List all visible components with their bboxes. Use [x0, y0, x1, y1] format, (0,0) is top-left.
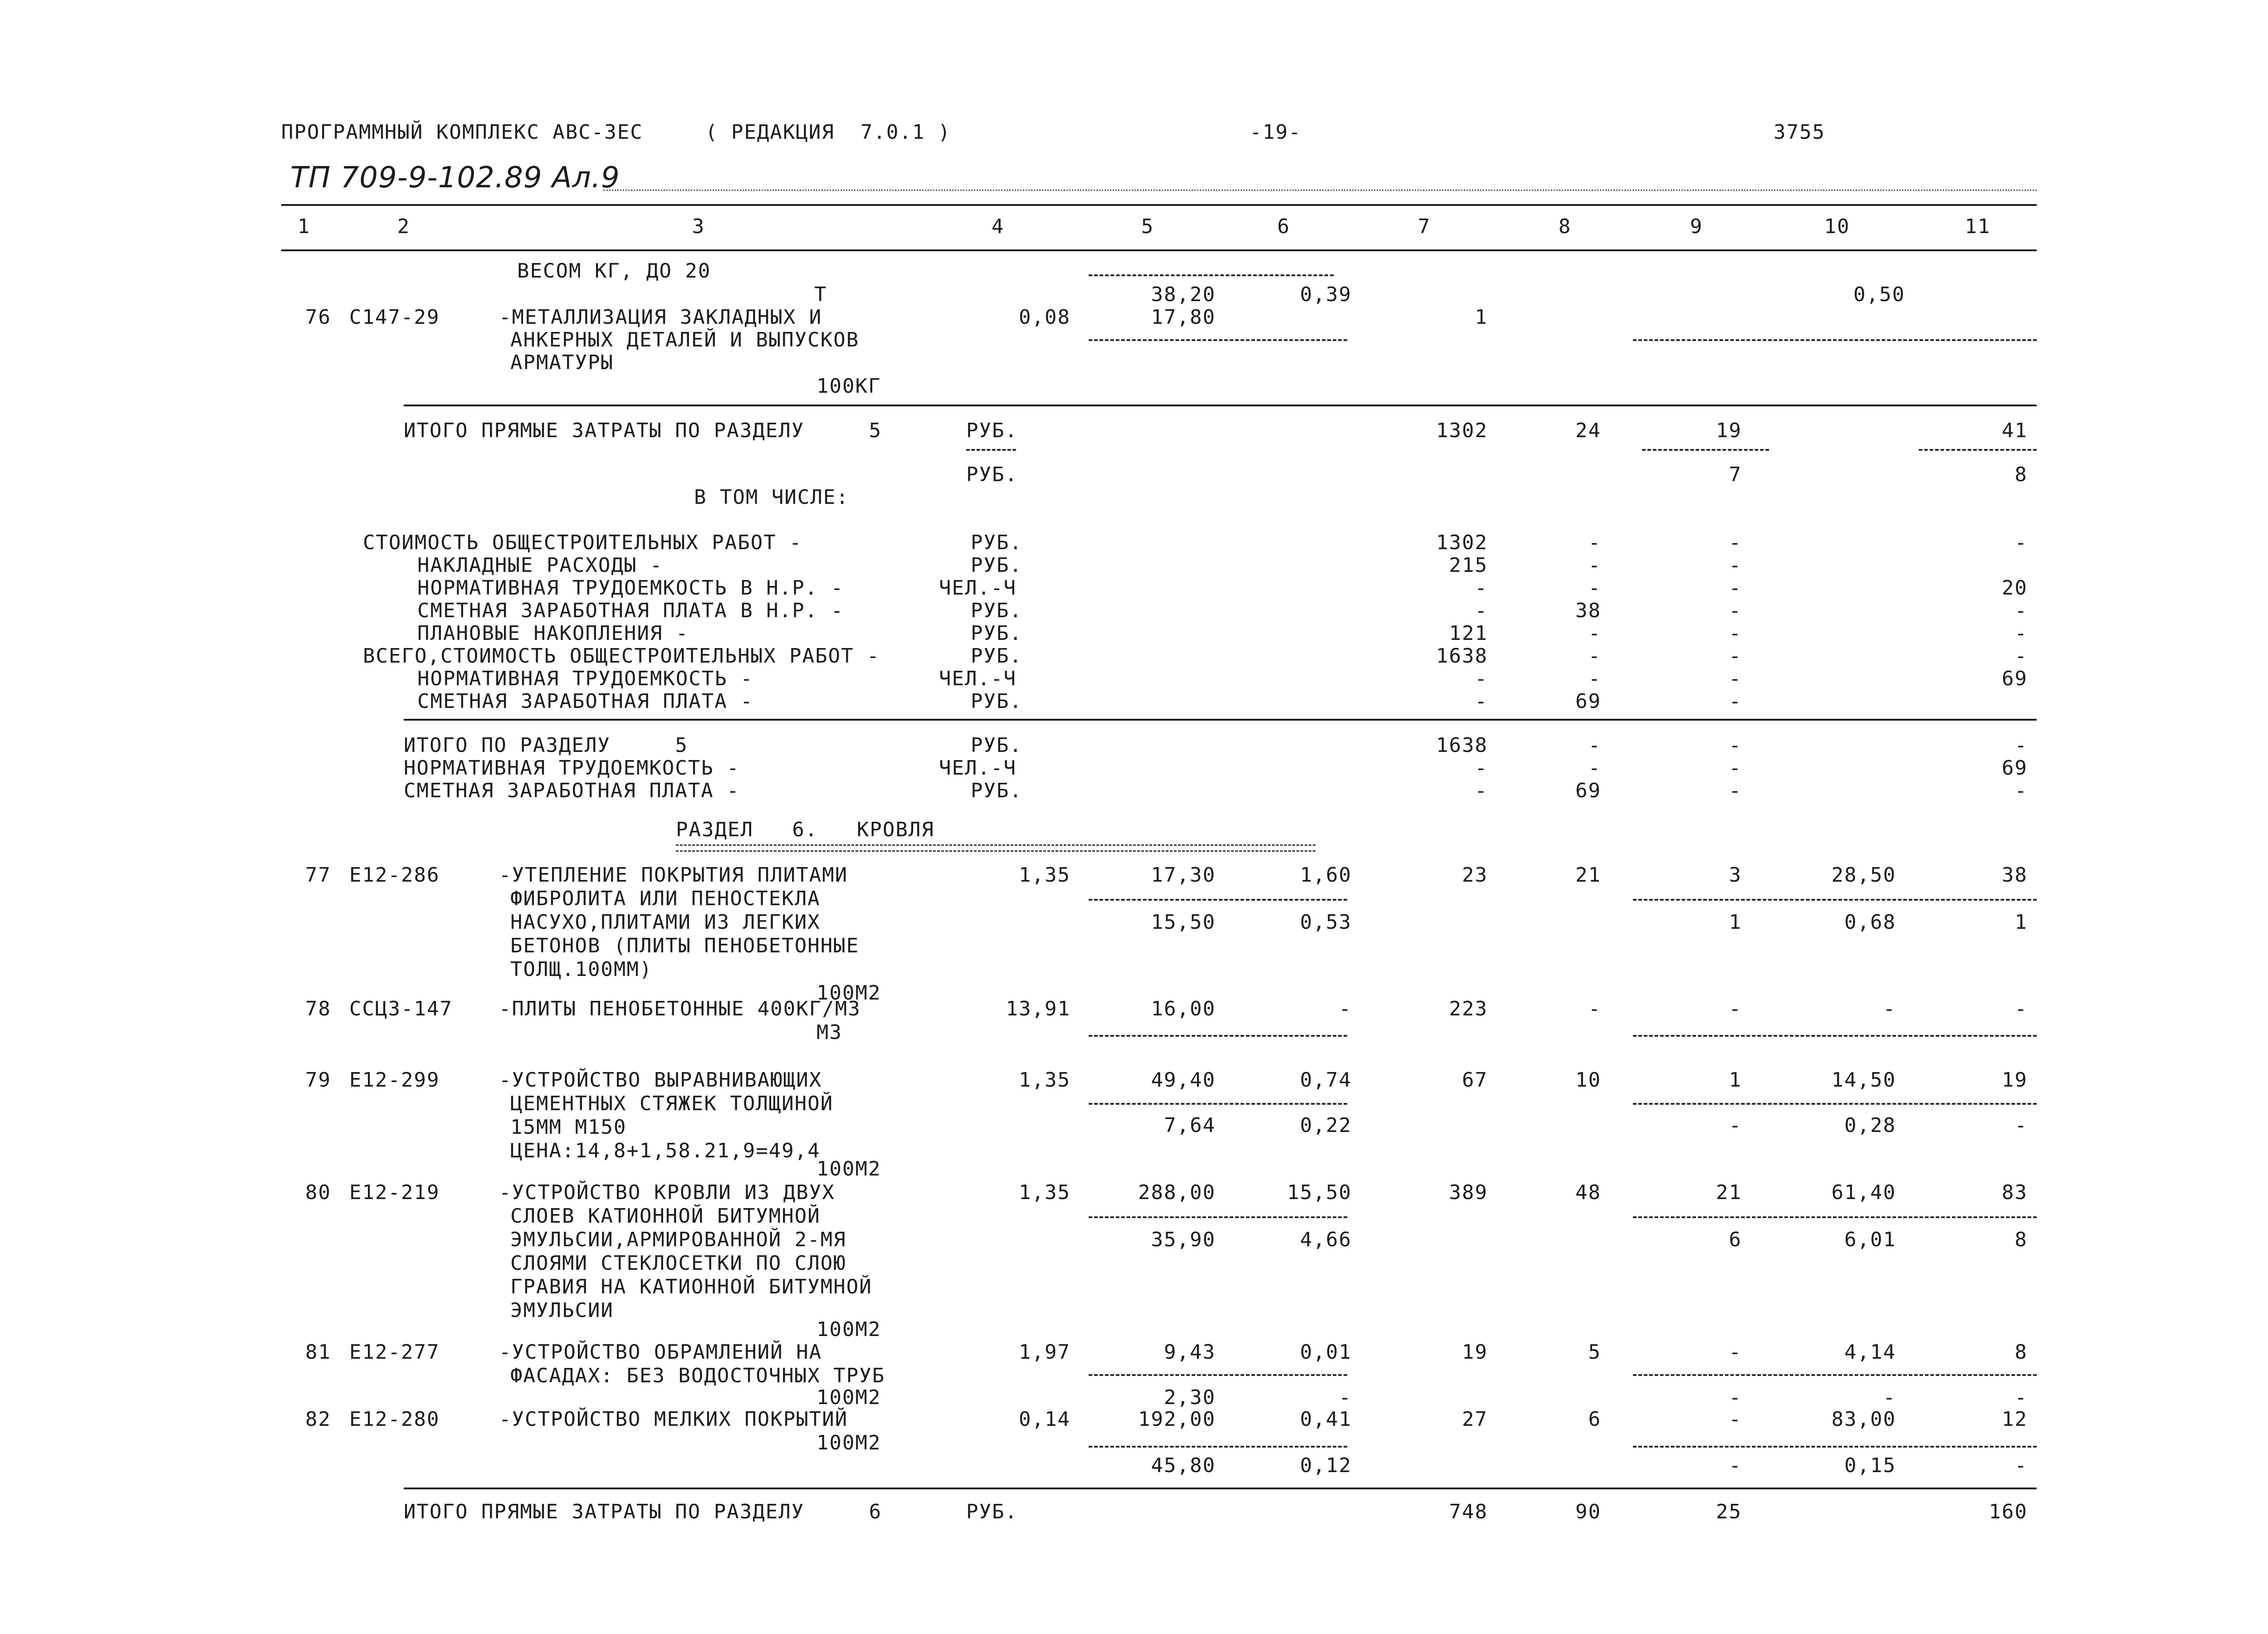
- r82-c5a: 192,00: [1138, 1408, 1216, 1431]
- section-total-c7: 1638: [1436, 734, 1488, 757]
- summary-c8: -: [1588, 554, 1601, 577]
- header-top-rule: [281, 204, 2037, 206]
- col-header-1: 1: [297, 215, 311, 238]
- summary-unit: РУБ.: [971, 599, 1022, 622]
- r81-c10a: 4,14: [1844, 1341, 1896, 1364]
- r77-c7: 23: [1462, 863, 1488, 887]
- r81-desc-1: -УСТРОЙСТВО ОБРАМЛЕНИЙ НА: [499, 1341, 822, 1364]
- r79-desc-3: 15ММ М150: [510, 1116, 627, 1139]
- summary-c7: 121: [1449, 622, 1488, 645]
- cell-rule: [1633, 1216, 2037, 1218]
- r82-desc: -УСТРОЙСТВО МЕЛКИХ ПОКРЫТИЙ: [499, 1408, 848, 1431]
- summary-c9: -: [1729, 576, 1742, 600]
- r79-c6a: 0,74: [1300, 1068, 1352, 1092]
- summary-c8: 38: [1575, 599, 1601, 622]
- section6-total-rule: [404, 1488, 2037, 1489]
- summary-c7: 1638: [1436, 644, 1488, 668]
- r82-c5b: 45,80: [1151, 1454, 1216, 1477]
- cell-rule: [966, 449, 1016, 451]
- r76-desc-3: АРМАТУРЫ: [510, 351, 614, 374]
- r78-desc: -ПЛИТЫ ПЕНОБЕТОННЫЕ 400КГ/М3: [499, 997, 861, 1020]
- r75-c10: 0,50: [1853, 283, 1905, 306]
- summary-c7: -: [1475, 576, 1488, 600]
- cell-rule: [1089, 1035, 1347, 1037]
- r80-unit: 100М2: [816, 1318, 881, 1341]
- section-total-c7: -: [1475, 756, 1488, 780]
- total5-label: ИТОГО ПРЯМЫЕ ЗАТРАТЫ ПО РАЗДЕЛУ 5: [404, 419, 882, 442]
- section-6-underline: [676, 844, 1315, 852]
- total5-unit: РУБ.: [966, 419, 1018, 442]
- r77-num: 77: [305, 863, 331, 887]
- r80-desc-1: -УСТРОЙСТВО КРОВЛИ ИЗ ДВУХ: [499, 1181, 835, 1204]
- r80-qty: 1,35: [1019, 1181, 1070, 1204]
- r78-unit: М3: [816, 1021, 842, 1044]
- r80-c10b: 6,01: [1844, 1228, 1896, 1251]
- r80-c6a: 15,50: [1287, 1181, 1352, 1204]
- summary-c8: -: [1588, 667, 1601, 690]
- r80-desc-3: ЭМУЛЬСИИ,АРМИРОВАННОЙ 2-МЯ: [510, 1228, 846, 1251]
- cell-rule: [1089, 1446, 1347, 1448]
- cell-rule: [1089, 274, 1334, 276]
- r78-num: 78: [305, 997, 331, 1020]
- cell-rule: [1089, 1103, 1347, 1105]
- r77-c6b: 0,53: [1300, 911, 1352, 934]
- r81-c9b: -: [1729, 1386, 1742, 1409]
- r81-desc-2: ФАСАДАХ: БЕЗ ВОДОСТОЧНЫХ ТРУБ: [510, 1364, 885, 1387]
- program-title: ПРОГРАММНЫЙ КОМПЛЕКС АВС-3ЕС: [281, 121, 643, 144]
- col-header-11: 11: [1965, 215, 1991, 238]
- r77-code: Е12-286: [349, 863, 440, 887]
- section-total-c8: -: [1588, 734, 1601, 757]
- r81-c5b: 2,30: [1164, 1386, 1216, 1409]
- header-dotted-rule: [603, 190, 2037, 191]
- section-total-c9: -: [1729, 779, 1742, 802]
- summary-c7: -: [1475, 690, 1488, 713]
- including-label: В ТОМ ЧИСЛЕ:: [694, 486, 849, 509]
- total5-c11: 41: [2002, 419, 2028, 442]
- r78-c7: 223: [1449, 997, 1488, 1020]
- total6-c11: 160: [1989, 1500, 2028, 1523]
- r79-c7: 67: [1462, 1068, 1488, 1092]
- r81-qty: 1,97: [1019, 1341, 1070, 1364]
- r79-c8: 10: [1575, 1068, 1601, 1092]
- total6-c9: 25: [1716, 1500, 1742, 1523]
- summary-unit: РУБ.: [971, 554, 1022, 577]
- r82-c7: 27: [1462, 1408, 1488, 1431]
- total6-label: ИТОГО ПРЯМЫЕ ЗАТРАТЫ ПО РАЗДЕЛУ 6: [404, 1500, 882, 1523]
- total5-c9b: 7: [1729, 463, 1742, 486]
- r75-c6: 0,39: [1300, 283, 1352, 306]
- r77-desc-5: ТОЛЩ.100ММ): [510, 958, 653, 981]
- total5-c9: 19: [1716, 419, 1742, 442]
- r77-c10a: 28,50: [1831, 863, 1896, 887]
- col-header-9: 9: [1690, 215, 1703, 238]
- summary-label: НАКЛАДНЫЕ РАСХОДЫ -: [417, 554, 663, 577]
- summary-c9: -: [1729, 554, 1742, 577]
- r75-desc: ВЕСОМ КГ, ДО 20: [517, 259, 711, 283]
- col-header-10: 10: [1824, 215, 1850, 238]
- summary-c7: -: [1475, 667, 1488, 690]
- r80-c5b: 35,90: [1151, 1228, 1216, 1251]
- r80-c9b: 6: [1729, 1228, 1742, 1251]
- r76-unit: 100КГ: [816, 375, 881, 398]
- r77-c9a: 3: [1729, 863, 1742, 887]
- r77-c5a: 17,30: [1151, 863, 1216, 887]
- r75-c5: 38,20: [1151, 283, 1216, 306]
- total5-c8: 24: [1575, 419, 1601, 442]
- summary-c9: -: [1729, 690, 1742, 713]
- summary-c7: 1302: [1436, 531, 1488, 554]
- r81-unit: 100М2: [816, 1386, 881, 1409]
- r81-c9a: -: [1729, 1341, 1742, 1364]
- section-total-label: ИТОГО ПО РАЗДЕЛУ 5: [404, 734, 688, 757]
- cell-rule: [1633, 339, 2037, 341]
- cell-rule: [1642, 449, 1769, 451]
- r82-qty: 0,14: [1019, 1408, 1070, 1431]
- header-bottom-rule: [281, 249, 2037, 251]
- r79-c10b: 0,28: [1844, 1114, 1896, 1137]
- summary-label: ПЛАНОВЫЕ НАКОПЛЕНИЯ -: [417, 622, 689, 645]
- cell-rule: [1919, 449, 2037, 451]
- r80-c11b: 8: [2014, 1228, 2028, 1251]
- page-number: -19-: [1250, 121, 1301, 144]
- handwritten-reference: ТП 709-9-102.89 Ал.9: [290, 161, 620, 195]
- section-total-unit: ЧЕЛ.-Ч: [939, 756, 1017, 780]
- r82-c9b: -: [1729, 1454, 1742, 1477]
- summary-c11: -: [2014, 531, 2028, 554]
- r79-c9a: 1: [1729, 1068, 1742, 1092]
- r75-unit: Т: [814, 283, 827, 306]
- summary-c11: -: [2014, 622, 2028, 645]
- r78-code: ССЦ3-147: [349, 997, 453, 1020]
- r82-unit: 100М2: [816, 1431, 881, 1454]
- summary-label: НОРМАТИВНАЯ ТРУДОЕМКОСТЬ В Н.Р. -: [417, 576, 844, 600]
- r82-c10a: 83,00: [1831, 1408, 1896, 1431]
- r82-c8: 6: [1588, 1408, 1601, 1431]
- summary-unit: РУБ.: [971, 622, 1022, 645]
- summary-c9: -: [1729, 644, 1742, 668]
- r77-unit: 100М2: [816, 981, 881, 1005]
- section-total-c8: -: [1588, 756, 1601, 780]
- r77-desc-4: БЕТОНОВ (ПЛИТЫ ПЕНОБЕТОННЫЕ: [510, 934, 860, 957]
- r78-c5a: 16,00: [1151, 997, 1216, 1020]
- summary-c9: -: [1729, 667, 1742, 690]
- r81-c11a: 8: [2014, 1341, 2028, 1364]
- r80-desc-4: СЛОЯМИ СТЕКЛОСЕТКИ ПО СЛОЮ: [510, 1252, 846, 1275]
- summary-c8: -: [1588, 644, 1601, 668]
- cell-rule: [1089, 899, 1347, 901]
- r79-desc-4: ЦЕНА:14,8+1,58.21,9=49,4: [510, 1139, 821, 1162]
- section-total-c9: -: [1729, 756, 1742, 780]
- section5-total-rule: [404, 405, 2037, 406]
- summary-c8: 69: [1575, 690, 1601, 713]
- r82-c6a: 0,41: [1300, 1408, 1352, 1431]
- section-total-label: НОРМАТИВНАЯ ТРУДОЕМКОСТЬ -: [404, 756, 740, 780]
- r79-desc-2: ЦЕМЕНТНЫХ СТЯЖЕК ТОЛЩИНОЙ: [510, 1092, 834, 1115]
- r79-c6b: 0,22: [1300, 1114, 1352, 1137]
- summary-unit: РУБ.: [971, 644, 1022, 668]
- section5-summary-rule: [404, 719, 2037, 721]
- summary-unit: ЧЕЛ.-Ч: [939, 576, 1017, 600]
- summary-c7: 215: [1449, 554, 1488, 577]
- r78-c11a: -: [2014, 997, 2028, 1020]
- summary-label: СМЕТНАЯ ЗАРАБОТНАЯ ПЛАТА -: [417, 690, 753, 713]
- summary-c8: -: [1588, 531, 1601, 554]
- summary-label: СТОИМОСТЬ ОБЩЕСТРОИТЕЛЬНЫХ РАБОТ -: [363, 531, 802, 554]
- r80-c9a: 21: [1716, 1181, 1742, 1204]
- document-code: 3755: [1774, 121, 1825, 144]
- r76-c5: 17,80: [1151, 306, 1216, 329]
- r79-desc-1: -УСТРОЙСТВО ВЫРАВНИВАЮЩИХ: [499, 1068, 822, 1092]
- r81-c10b: -: [1883, 1386, 1896, 1409]
- total5-c11b: 8: [2014, 463, 2028, 486]
- r82-num: 82: [305, 1408, 331, 1431]
- r77-c8: 21: [1575, 863, 1601, 887]
- r80-c11a: 83: [2002, 1181, 2028, 1204]
- col-header-7: 7: [1418, 215, 1431, 238]
- r80-c10a: 61,40: [1831, 1181, 1896, 1204]
- cell-rule: [1633, 899, 2037, 901]
- r77-c5b: 15,50: [1151, 911, 1216, 934]
- r82-c9a: -: [1729, 1408, 1742, 1431]
- r80-desc-2: СЛОЕВ КАТИОННОЙ БИТУМНОЙ: [510, 1205, 821, 1228]
- r76-desc-2: АНКЕРНЫХ ДЕТАЛЕЙ И ВЫПУСКОВ: [510, 328, 860, 351]
- r76-num: 76: [305, 306, 331, 329]
- section-total-c8: 69: [1575, 779, 1601, 802]
- summary-c11: -: [2014, 644, 2028, 668]
- r82-code: Е12-280: [349, 1408, 440, 1431]
- col-header-4: 4: [991, 215, 1005, 238]
- r79-code: Е12-299: [349, 1068, 440, 1092]
- r82-c10b: 0,15: [1844, 1454, 1896, 1477]
- r76-desc-1: -МЕТАЛЛИЗАЦИЯ ЗАКЛАДНЫХ И: [499, 306, 822, 329]
- r79-c10a: 14,50: [1831, 1068, 1896, 1092]
- r80-desc-5: ГРАВИЯ НА КАТИОННОЙ БИТУМНОЙ: [510, 1275, 872, 1298]
- r78-c9a: -: [1729, 997, 1742, 1020]
- cell-rule: [1633, 1103, 2037, 1105]
- cell-rule: [1089, 1216, 1347, 1218]
- col-header-6: 6: [1277, 215, 1290, 238]
- section-total-unit: РУБ.: [971, 734, 1022, 757]
- r79-unit: 100М2: [816, 1157, 881, 1180]
- summary-c11: 20: [2002, 576, 2028, 600]
- summary-c11: -: [2014, 599, 2028, 622]
- r82-c11b: -: [2014, 1454, 2028, 1477]
- total6-unit: РУБ.: [966, 1500, 1018, 1523]
- col-header-3: 3: [692, 215, 705, 238]
- r81-c11b: -: [2014, 1386, 2028, 1409]
- r82-c6b: 0,12: [1300, 1454, 1352, 1477]
- col-header-5: 5: [1141, 215, 1154, 238]
- r81-c7: 19: [1462, 1341, 1488, 1364]
- r79-c5a: 49,40: [1151, 1068, 1216, 1092]
- cell-rule: [1633, 1374, 2037, 1376]
- cell-rule: [1089, 339, 1347, 341]
- summary-c11: 69: [2002, 667, 2028, 690]
- r80-c5a: 288,00: [1138, 1181, 1216, 1204]
- r79-c9b: -: [1729, 1114, 1742, 1137]
- r78-c10a: -: [1883, 997, 1896, 1020]
- r77-c10b: 0,68: [1844, 911, 1896, 934]
- cell-rule: [1633, 1035, 2037, 1037]
- r80-code: Е12-219: [349, 1181, 440, 1204]
- r78-c6a: -: [1339, 997, 1352, 1020]
- edition-label: ( РЕДАКЦИЯ 7.0.1 ): [705, 121, 951, 144]
- summary-label: СМЕТНАЯ ЗАРАБОТНАЯ ПЛАТА В Н.Р. -: [417, 599, 844, 622]
- r81-c8: 5: [1588, 1341, 1601, 1364]
- section-6-title: РАЗДЕЛ 6. КРОВЛЯ: [676, 818, 934, 841]
- r76-qty: 0,08: [1019, 306, 1070, 329]
- r78-c8: -: [1588, 997, 1601, 1020]
- summary-c9: -: [1729, 622, 1742, 645]
- section-total-unit: РУБ.: [971, 779, 1022, 802]
- total6-c8: 90: [1575, 1500, 1601, 1523]
- summary-unit: ЧЕЛ.-Ч: [939, 667, 1017, 690]
- cell-rule: [1089, 1374, 1347, 1376]
- r77-desc-3: НАСУХО,ПЛИТАМИ ИЗ ЛЕГКИХ: [510, 911, 821, 934]
- col-header-8: 8: [1558, 215, 1572, 238]
- summary-unit: РУБ.: [971, 690, 1022, 713]
- r77-c6a: 1,60: [1300, 863, 1352, 887]
- total5-c7: 1302: [1436, 419, 1488, 442]
- r81-num: 81: [305, 1341, 331, 1364]
- section-total-c11: 69: [2002, 756, 2028, 780]
- summary-c9: -: [1729, 599, 1742, 622]
- r80-c7: 389: [1449, 1181, 1488, 1204]
- r80-c8: 48: [1575, 1181, 1601, 1204]
- r81-c5a: 9,43: [1164, 1341, 1216, 1364]
- summary-c7: -: [1475, 599, 1488, 622]
- r77-qty: 1,35: [1019, 863, 1070, 887]
- r78-qty: 13,91: [1006, 997, 1070, 1020]
- cell-rule: [1633, 1446, 2037, 1448]
- summary-c9: -: [1729, 531, 1742, 554]
- section-total-c9: -: [1729, 734, 1742, 757]
- total5-unit-2: РУБ.: [966, 463, 1018, 486]
- r80-num: 80: [305, 1181, 331, 1204]
- summary-c8: -: [1588, 622, 1601, 645]
- r79-c11a: 19: [2002, 1068, 2028, 1092]
- r77-c9b: 1: [1729, 911, 1742, 934]
- r80-c6b: 4,66: [1300, 1228, 1352, 1251]
- summary-label: ВСЕГО,СТОИМОСТЬ ОБЩЕСТРОИТЕЛЬНЫХ РАБОТ -: [363, 644, 880, 668]
- r80-desc-6: ЭМУЛЬСИИ: [510, 1299, 614, 1322]
- r79-qty: 1,35: [1019, 1068, 1070, 1092]
- r76-c7: 1: [1475, 306, 1488, 329]
- r79-c5b: 7,64: [1164, 1114, 1216, 1137]
- summary-label: НОРМАТИВНАЯ ТРУДОЕМКОСТЬ -: [417, 667, 753, 690]
- r81-c6a: 0,01: [1300, 1341, 1352, 1364]
- section-total-c11: -: [2014, 779, 2028, 802]
- summary-c8: -: [1588, 576, 1601, 600]
- r79-c11b: -: [2014, 1114, 2028, 1137]
- r82-c11a: 12: [2002, 1408, 2028, 1431]
- summary-unit: РУБ.: [971, 531, 1022, 554]
- r77-c11b: 1: [2014, 911, 2028, 934]
- section-total-c11: -: [2014, 734, 2028, 757]
- r77-desc-1: -УТЕПЛЕНИЕ ПОКРЫТИЯ ПЛИТАМИ: [499, 863, 848, 887]
- r77-desc-2: ФИБРОЛИТА ИЛИ ПЕНОСТЕКЛА: [510, 887, 821, 910]
- r79-num: 79: [305, 1068, 331, 1092]
- section-total-label: СМЕТНАЯ ЗАРАБОТНАЯ ПЛАТА -: [404, 779, 740, 802]
- total6-c7: 748: [1449, 1500, 1488, 1523]
- r77-c11a: 38: [2002, 863, 2028, 887]
- r76-code: С147-29: [349, 306, 440, 329]
- r81-c6b: -: [1339, 1386, 1352, 1409]
- col-header-2: 2: [397, 215, 411, 238]
- r81-code: Е12-277: [349, 1341, 440, 1364]
- section-total-c7: -: [1475, 779, 1488, 802]
